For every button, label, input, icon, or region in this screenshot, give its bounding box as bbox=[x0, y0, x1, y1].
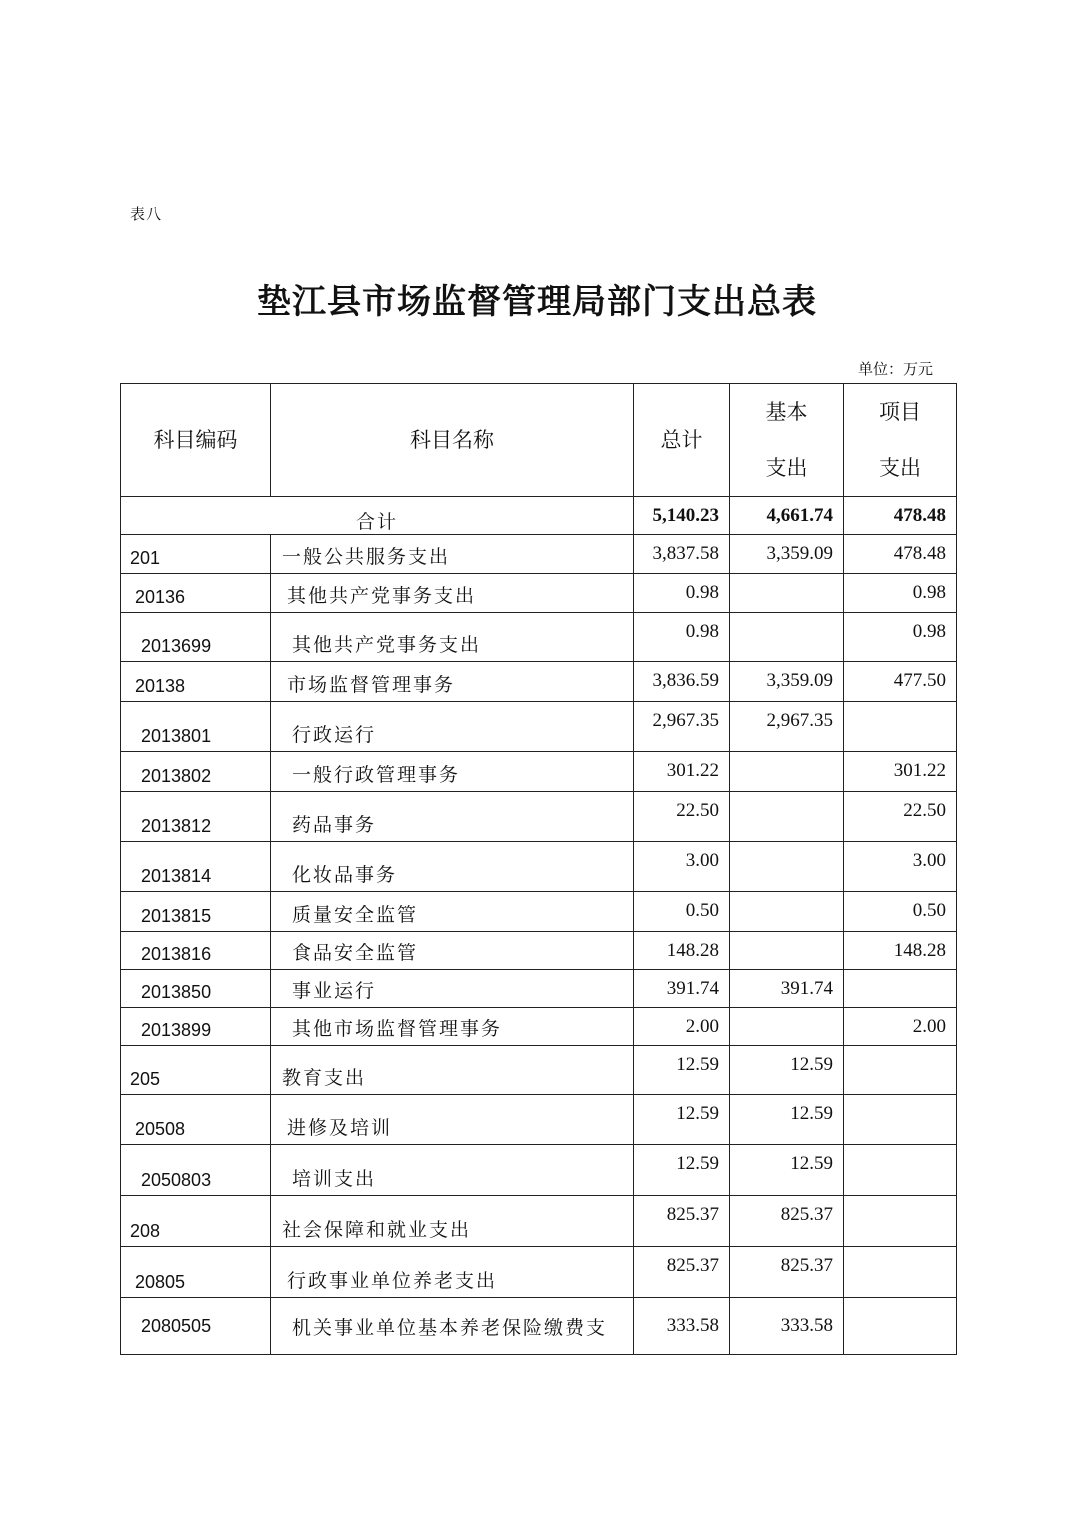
row-name: 其他共产党事务支出 bbox=[271, 574, 634, 613]
row-basic: 3,359.09 bbox=[730, 662, 844, 702]
row-basic: 3,359.09 bbox=[730, 535, 844, 574]
table-row bbox=[121, 535, 957, 574]
header-name: 科目名称 bbox=[271, 384, 634, 497]
expense-table bbox=[120, 383, 957, 1355]
header-project-line1: 项目 bbox=[879, 400, 921, 424]
table-label: 表八 bbox=[130, 205, 163, 223]
total-row bbox=[121, 497, 957, 535]
row-name: 事业运行 bbox=[271, 970, 634, 1008]
row-name: 社会保障和就业支出 bbox=[271, 1196, 634, 1247]
row-project bbox=[844, 1196, 957, 1247]
total-project: 478.48 bbox=[844, 497, 957, 535]
row-total: 825.37 bbox=[634, 1196, 730, 1247]
header-code: 科目编码 bbox=[121, 384, 271, 497]
row-total: 12.59 bbox=[634, 1046, 730, 1095]
row-total: 3.00 bbox=[634, 842, 730, 892]
total-label: 合计 bbox=[121, 497, 634, 535]
row-code: 2013850 bbox=[121, 970, 271, 1008]
table-row bbox=[121, 613, 957, 662]
total-basic: 4,661.74 bbox=[730, 497, 844, 535]
header-basic bbox=[730, 384, 844, 497]
row-project bbox=[844, 1298, 957, 1355]
row-total: 12.59 bbox=[634, 1095, 730, 1145]
row-total: 2.00 bbox=[634, 1008, 730, 1046]
table-row bbox=[121, 1298, 957, 1355]
row-code: 20136 bbox=[121, 574, 271, 613]
row-total: 0.50 bbox=[634, 892, 730, 932]
row-basic bbox=[730, 574, 844, 613]
row-name: 其他市场监督管理事务 bbox=[271, 1008, 634, 1046]
row-project bbox=[844, 1145, 957, 1196]
header-basic-line2: 支出 bbox=[765, 456, 808, 480]
row-basic: 12.59 bbox=[730, 1095, 844, 1145]
row-basic: 12.59 bbox=[730, 1046, 844, 1095]
table-row bbox=[121, 970, 957, 1008]
table-row bbox=[121, 1095, 957, 1145]
table-row bbox=[121, 792, 957, 842]
row-code: 20138 bbox=[121, 662, 271, 702]
row-total: 333.58 bbox=[634, 1298, 730, 1355]
row-name: 一般公共服务支出 bbox=[271, 535, 634, 574]
table-row bbox=[121, 1196, 957, 1247]
row-name: 一般行政管理事务 bbox=[271, 752, 634, 792]
row-code: 2013814 bbox=[121, 842, 271, 892]
row-basic: 825.37 bbox=[730, 1247, 844, 1298]
row-project bbox=[844, 1046, 957, 1095]
total-total: 5,140.23 bbox=[634, 497, 730, 535]
row-total: 0.98 bbox=[634, 574, 730, 613]
row-project: 0.98 bbox=[844, 613, 957, 662]
row-code: 201 bbox=[121, 535, 271, 574]
table-row bbox=[121, 752, 957, 792]
row-name: 行政事业单位养老支出 bbox=[271, 1247, 634, 1298]
row-total: 301.22 bbox=[634, 752, 730, 792]
row-code: 2013816 bbox=[121, 932, 271, 970]
row-project: 301.22 bbox=[844, 752, 957, 792]
row-project: 22.50 bbox=[844, 792, 957, 842]
row-basic bbox=[730, 932, 844, 970]
header-project-line2: 支出 bbox=[879, 456, 921, 480]
table-row bbox=[121, 1046, 957, 1095]
table-row bbox=[121, 892, 957, 932]
row-project bbox=[844, 1095, 957, 1145]
row-total: 2,967.35 bbox=[634, 702, 730, 752]
header-row bbox=[121, 384, 957, 497]
table-row bbox=[121, 662, 957, 702]
row-project: 3.00 bbox=[844, 842, 957, 892]
header-basic-line1: 基本 bbox=[765, 400, 808, 424]
row-basic: 2,967.35 bbox=[730, 702, 844, 752]
row-name: 进修及培训 bbox=[271, 1095, 634, 1145]
row-total: 3,837.58 bbox=[634, 535, 730, 574]
header-project bbox=[844, 384, 957, 497]
row-code: 2013699 bbox=[121, 613, 271, 662]
row-basic bbox=[730, 792, 844, 842]
row-code: 20508 bbox=[121, 1095, 271, 1145]
table-row bbox=[121, 702, 957, 752]
row-code: 20805 bbox=[121, 1247, 271, 1298]
row-code: 205 bbox=[121, 1046, 271, 1095]
row-code: 208 bbox=[121, 1196, 271, 1247]
row-total: 3,836.59 bbox=[634, 662, 730, 702]
row-name: 药品事务 bbox=[271, 792, 634, 842]
row-project: 0.98 bbox=[844, 574, 957, 613]
table-row bbox=[121, 932, 957, 970]
row-project: 478.48 bbox=[844, 535, 957, 574]
row-basic bbox=[730, 892, 844, 932]
row-code: 2013812 bbox=[121, 792, 271, 842]
row-total: 22.50 bbox=[634, 792, 730, 842]
row-basic bbox=[730, 613, 844, 662]
row-basic bbox=[730, 842, 844, 892]
row-code: 2050803 bbox=[121, 1145, 271, 1196]
row-total: 12.59 bbox=[634, 1145, 730, 1196]
row-project bbox=[844, 970, 957, 1008]
row-basic bbox=[730, 1008, 844, 1046]
table-row bbox=[121, 1247, 957, 1298]
row-basic: 12.59 bbox=[730, 1145, 844, 1196]
row-name: 教育支出 bbox=[271, 1046, 634, 1095]
row-project: 148.28 bbox=[844, 932, 957, 970]
row-name: 市场监督管理事务 bbox=[271, 662, 634, 702]
row-project bbox=[844, 1247, 957, 1298]
table-row bbox=[121, 1145, 957, 1196]
row-total: 825.37 bbox=[634, 1247, 730, 1298]
row-code: 2013801 bbox=[121, 702, 271, 752]
unit-label: 单位：万元 bbox=[858, 360, 934, 378]
page-title: 垫江县市场监督管理局部门支出总表 bbox=[257, 282, 817, 322]
row-project: 2.00 bbox=[844, 1008, 957, 1046]
row-code: 2013815 bbox=[121, 892, 271, 932]
row-basic: 333.58 bbox=[730, 1298, 844, 1355]
row-name: 食品安全监管 bbox=[271, 932, 634, 970]
row-name: 行政运行 bbox=[271, 702, 634, 752]
row-name: 其他共产党事务支出 bbox=[271, 613, 634, 662]
row-basic bbox=[730, 752, 844, 792]
row-project: 477.50 bbox=[844, 662, 957, 702]
row-total: 391.74 bbox=[634, 970, 730, 1008]
row-total: 148.28 bbox=[634, 932, 730, 970]
row-code: 2013899 bbox=[121, 1008, 271, 1046]
row-basic: 391.74 bbox=[730, 970, 844, 1008]
row-code: 2013802 bbox=[121, 752, 271, 792]
table-row bbox=[121, 842, 957, 892]
row-name: 培训支出 bbox=[271, 1145, 634, 1196]
row-name: 质量安全监管 bbox=[271, 892, 634, 932]
row-name: 机关事业单位基本养老保险缴费支 bbox=[271, 1298, 634, 1355]
row-project bbox=[844, 702, 957, 752]
row-basic: 825.37 bbox=[730, 1196, 844, 1247]
row-total: 0.98 bbox=[634, 613, 730, 662]
row-code: 2080505 bbox=[121, 1298, 271, 1355]
header-total: 总计 bbox=[634, 384, 730, 497]
table-row bbox=[121, 1008, 957, 1046]
row-project: 0.50 bbox=[844, 892, 957, 932]
table-row bbox=[121, 574, 957, 613]
row-name: 化妆品事务 bbox=[271, 842, 634, 892]
